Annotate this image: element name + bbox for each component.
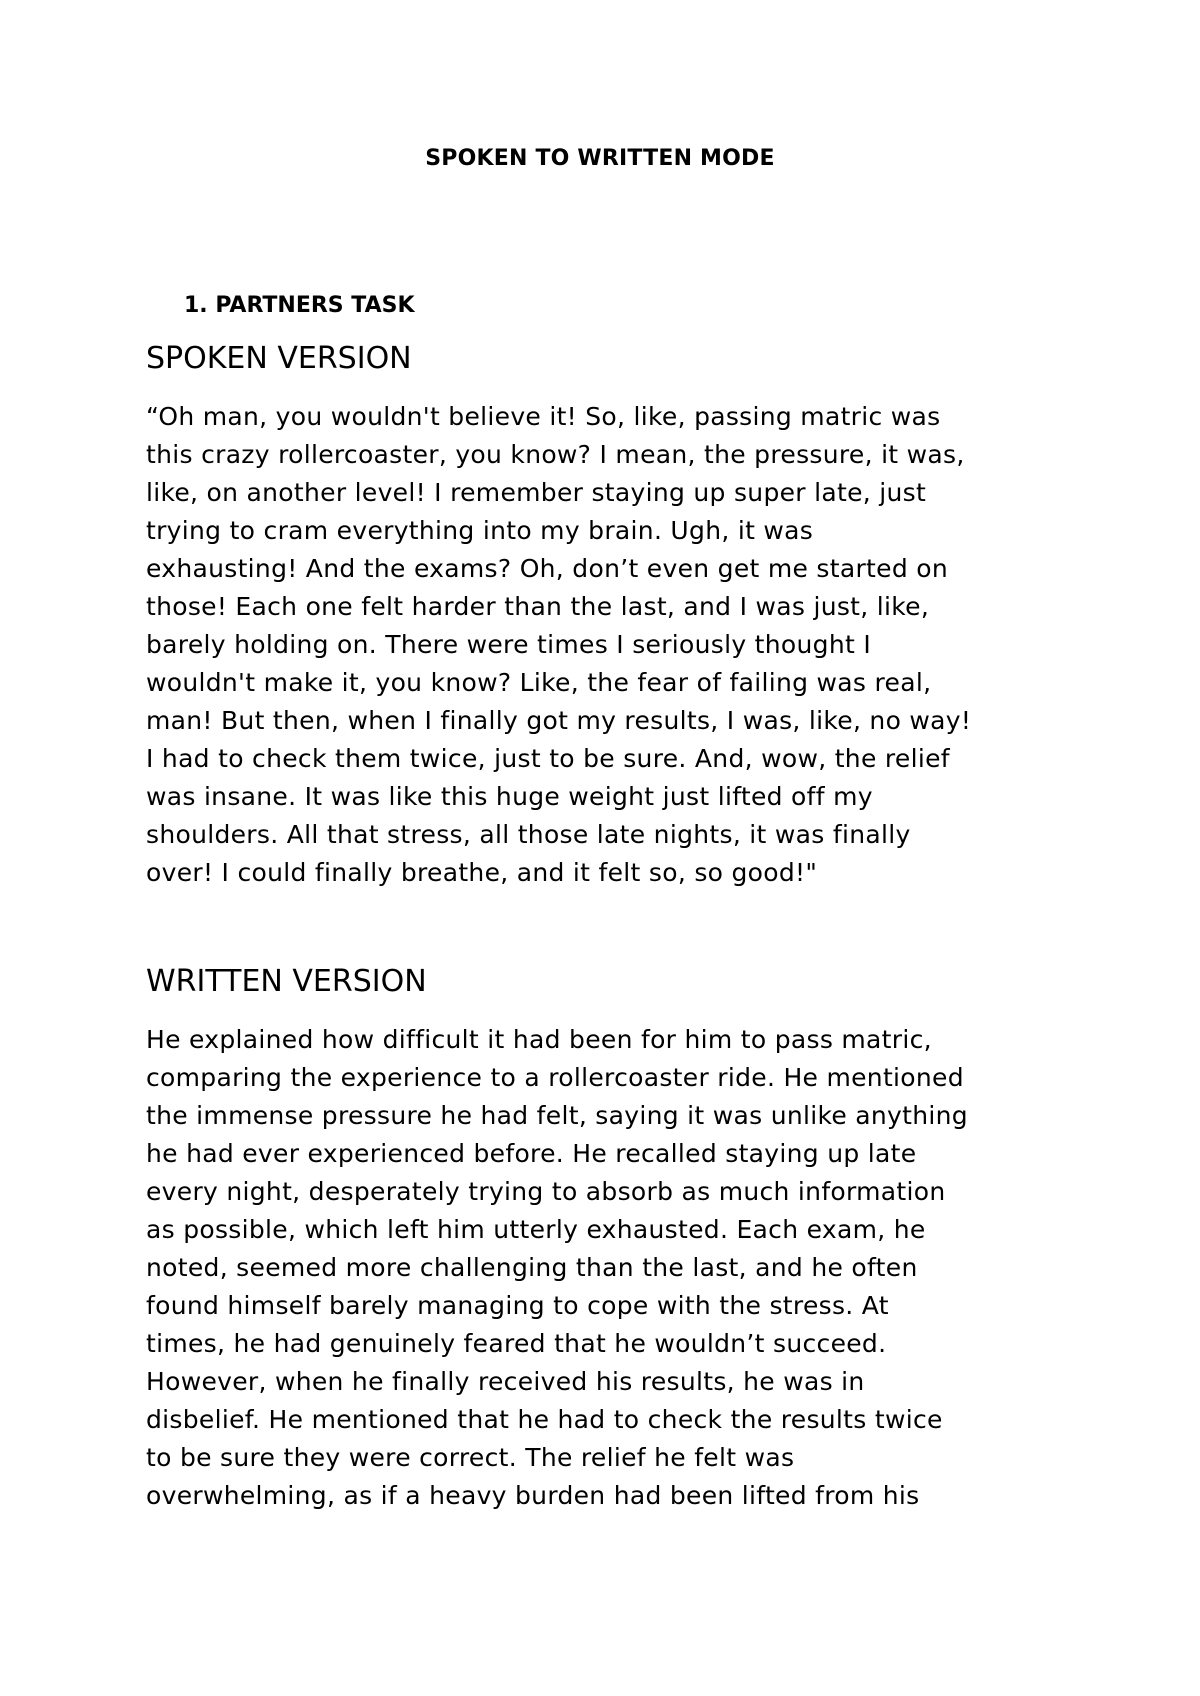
paragraph-line: was insane. It was like this huge weight just lifted off my: [146, 782, 873, 811]
paragraph-line: comparing the experience to a rollercoaster ride. He mentioned: [146, 1063, 964, 1092]
paragraph-line: man! But then, when I finally got my results, I was, like, no way!: [146, 706, 972, 735]
paragraph-line: wouldn't make it, you know? Like, the fear of failing was real,: [146, 668, 932, 697]
paragraph-line: the immense pressure he had felt, saying it was unlike anything: [146, 1101, 968, 1130]
spoken-version-paragraph: [146, 398, 1076, 892]
task-heading: 1. PARTNERS TASK: [184, 293, 415, 318]
paragraph-line: He explained how difficult it had been for him to pass matric,: [146, 1025, 932, 1054]
paragraph-line: However, when he finally received his results, he was in: [146, 1367, 865, 1396]
paragraph-line: barely holding on. There were times I seriously thought I: [146, 630, 871, 659]
written-version-paragraph: [146, 1021, 1076, 1515]
paragraph-line: like, on another level! I remember staying up super late, just: [146, 478, 927, 507]
paragraph-line: over! I could finally breathe, and it felt so, so good!": [146, 858, 818, 887]
paragraph-line: I had to check them twice, just to be sure. And, wow, the relief: [146, 744, 950, 773]
paragraph-line: this crazy rollercoaster, you know? I mean, the pressure, it was,: [146, 440, 965, 469]
paragraph-line: he had ever experienced before. He recalled staying up late: [146, 1139, 917, 1168]
written-version-heading: WRITTEN VERSION: [146, 964, 427, 999]
paragraph-line: every night, desperately trying to absorb as much information: [146, 1177, 946, 1206]
paragraph-line: trying to cram everything into my brain. Ugh, it was: [146, 516, 814, 545]
paragraph-line: disbelief. He mentioned that he had to check the results twice: [146, 1405, 943, 1434]
paragraph-line: noted, seemed more challenging than the last, and he often: [146, 1253, 918, 1282]
paragraph-line: “Oh man, you wouldn't believe it! So, like, passing matric was: [146, 402, 941, 431]
paragraph-line: as possible, which left him utterly exhausted. Each exam, he: [146, 1215, 926, 1244]
paragraph-line: overwhelming, as if a heavy burden had been lifted from his: [146, 1481, 920, 1510]
spoken-version-heading: SPOKEN VERSION: [146, 341, 412, 376]
paragraph-line: exhausting! And the exams? Oh, don’t even get me started on: [146, 554, 949, 583]
paragraph-line: those! Each one felt harder than the last, and I was just, like,: [146, 592, 930, 621]
document-title: SPOKEN TO WRITTEN MODE: [425, 146, 775, 171]
paragraph-line: times, he had genuinely feared that he wouldn’t succeed.: [146, 1329, 887, 1358]
paragraph-line: to be sure they were correct. The relief he felt was: [146, 1443, 795, 1472]
paragraph-line: found himself barely managing to cope with the stress. At: [146, 1291, 889, 1320]
paragraph-line: shoulders. All that stress, all those late nights, it was finally: [146, 820, 911, 849]
